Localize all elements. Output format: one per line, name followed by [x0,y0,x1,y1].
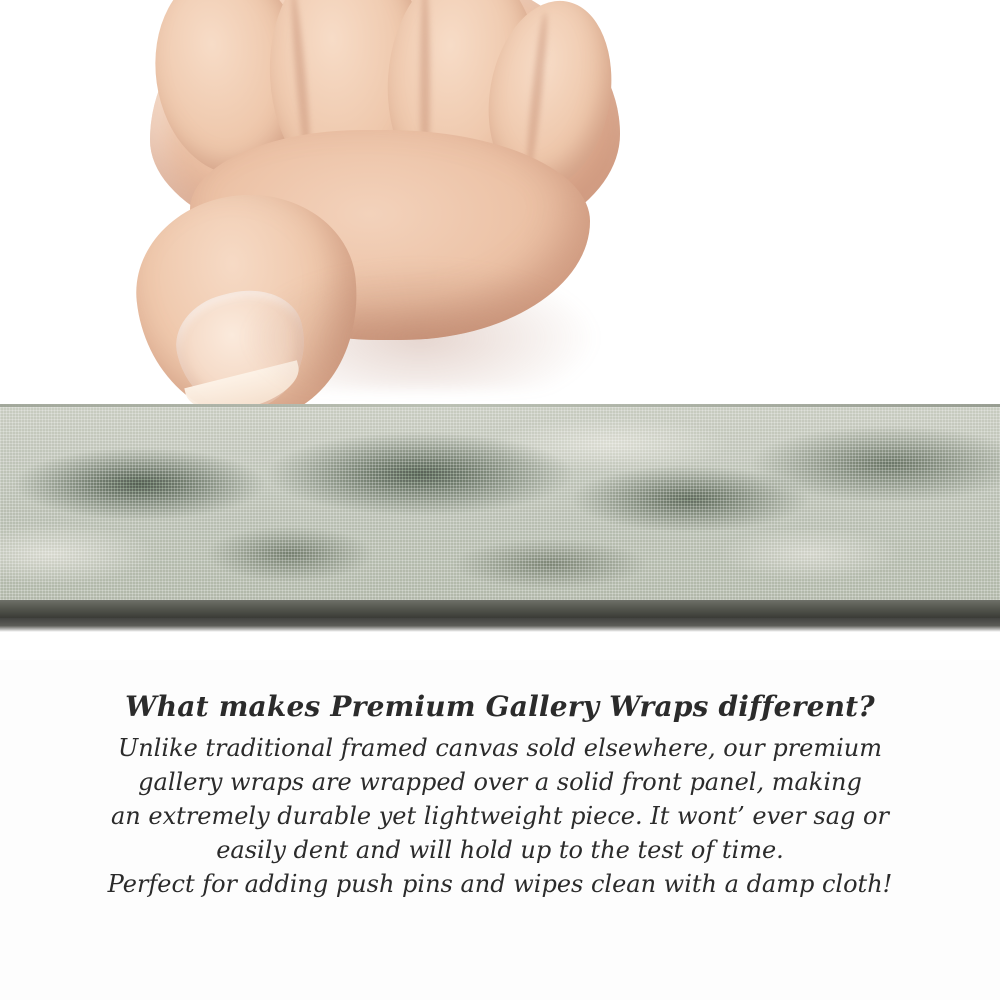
caption-line: Perfect for adding push pins and wipes clean with a damp cloth! [107,870,893,899]
caption-heading: What makes Premium Gallery Wraps different? [125,690,875,723]
gallery-wrap-canvas-edge [0,404,1000,618]
hand-pressing-canvas [120,0,640,430]
caption-body [0,731,1000,901]
caption-line: Unlike traditional framed canvas sold elsewhere, our premium [117,734,882,762]
canvas-top-edge [0,404,1000,407]
canvas-weave-texture [0,404,1000,618]
caption-line: easily dent and will hold up to the test of time. [216,836,784,865]
caption-line: gallery wraps are wrapped over a solid front panel, making [138,768,862,797]
caption-block [0,690,1000,901]
hand-shadow [240,260,600,390]
canvas-drop-shadow [0,618,1000,632]
canvas-bottom-bevel [0,600,1000,618]
caption-line: an extremely durable yet lightweight piece. It wont’ ever sag or [111,802,889,831]
